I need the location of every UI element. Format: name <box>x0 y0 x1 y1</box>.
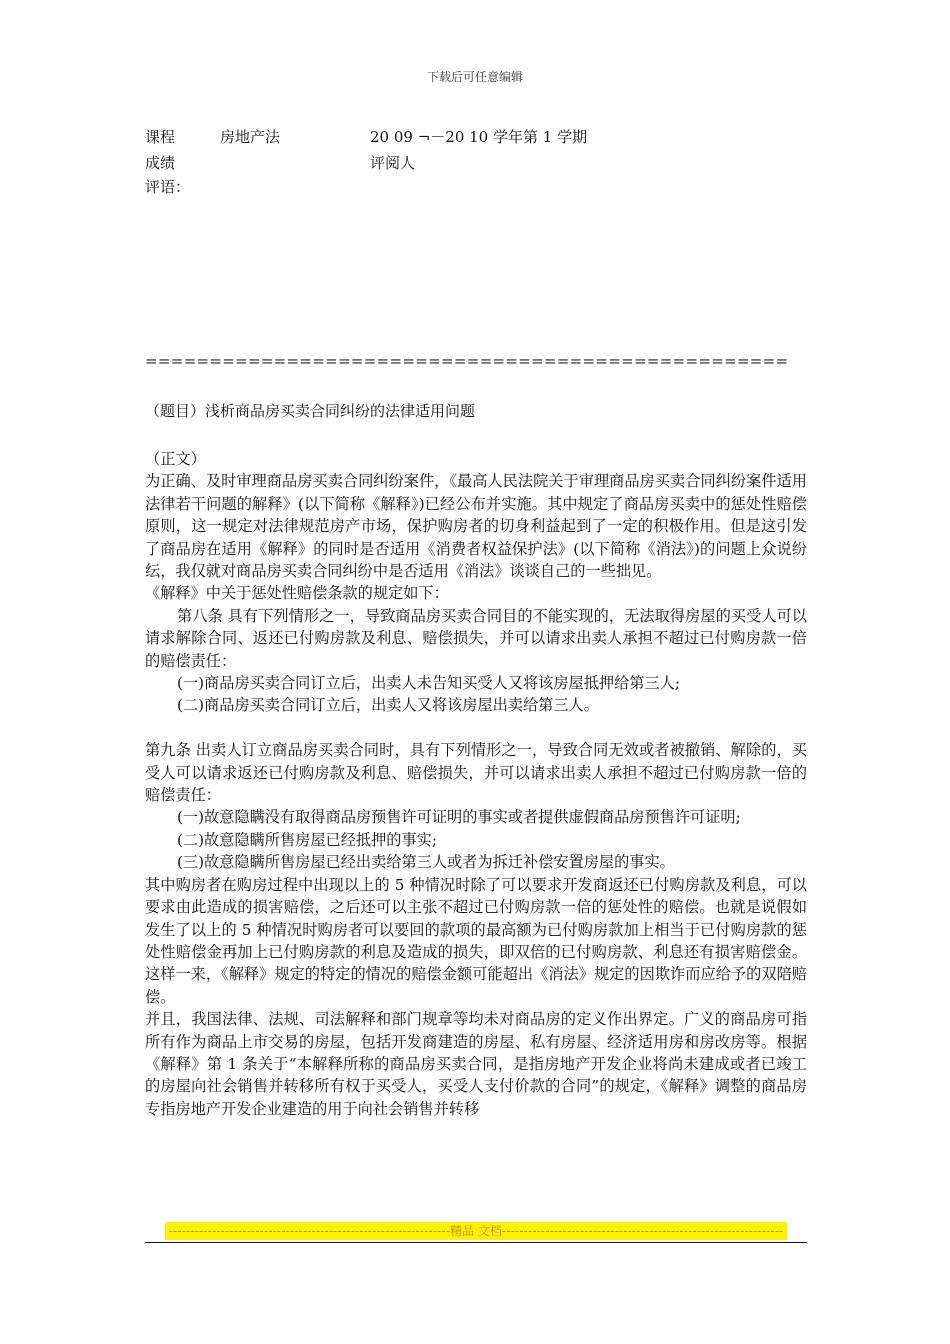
header-note: 下载后可任意编辑 <box>426 70 523 84</box>
paragraph: 为正确、及时审理商品房买卖合同纠纷案件，《最高人民法院关于审理商品房买卖合同纠纷案件适用法律若干问题的解释》(以下简称《解释》)已经公布并实施。其中规定了商品房买卖中的惩处性赔偿原则，这一规定对法律规范房产市场，保护购房者的切身利益起到了一定的积极作用。但是这引发了商品房在适用《解释》的同时是否适用《消费者权益保护法》(以下简称《消法》)的问题上众说纷纭，我仅就对商品房买卖合同纠纷中是否适用《消法》谈谈自己的一些拙见。 <box>145 472 807 581</box>
body-label: （正文） <box>145 450 206 468</box>
article-item: (一)故意隐瞒没有取得商品房预售许可证明的事实或者提供虚假商品房预售许可证明; <box>177 808 741 827</box>
footer-rule <box>145 1242 807 1243</box>
article-item: (二)商品房买卖合同订立后，出卖人又将该房屋出卖给第三人。 <box>177 696 599 715</box>
footer-banner: -----------------------------------------------------------------精品 文档----------------------------------------------------------------- <box>165 1222 787 1240</box>
essay-title: （题目）浅析商品房买卖合同纠纷的法律适用问题 <box>145 402 476 420</box>
grade-label: 成绩 <box>145 154 176 172</box>
article-item: (二)故意隐瞒所售房屋已经抵押的事实; <box>177 830 437 849</box>
course-name: 房地产法 <box>220 128 281 146</box>
blank-line <box>145 717 807 739</box>
article-item: (三)故意隐瞒所售房屋已经出卖给第三人或者为拆迁补偿安置房屋的事实。 <box>177 853 675 872</box>
essay-body <box>145 448 807 1120</box>
divider-line: ================================================== <box>145 352 789 370</box>
article-9: 第九条 出卖人订立商品房买卖合同时，具有下列情形之一，导致合同无效或者被撤销、解除的，买受人可以请求返还已付购房款及利息、赔偿损失，并可以请求出卖人承担不超过已付购房款一倍的赔偿责任： <box>145 741 807 805</box>
article-item: (一)商品房买卖合同订立后，出卖人未告知买受人又将该房屋抵押给第三人; <box>177 674 680 693</box>
course-label: 课程 <box>145 128 176 146</box>
paragraph: 其中购房者在购房过程中出现以上的 5 种情况时除了可以要求开发商返还已付购房款及利息，可以要求由此造成的损害赔偿，之后还可以主张不超过已付购房款一倍的惩处性的赔偿。也就是说假如发生了以上的 5 种情况时购房者可以要回的款项的最高额为已付购房款加上相当于已付购房款的惩处性赔偿金再加上已付购房款的利息及造成的损失，即双倍的已付购房款、利息还有损害赔偿金。这样一来，《解释》规定的特定的情况的赔偿金额可能超出《消法》规定的因欺诈而应给予的双陪赔偿。 <box>145 875 807 1006</box>
comment-label: 评语： <box>145 178 191 196</box>
paragraph: 《解释》中关于惩处性赔偿条款的规定如下： <box>145 584 449 603</box>
article-8: 第八条 具有下列情形之一，导致商品房买卖合同目的不能实现的，无法取得房屋的买受人可以请求解除合同、返还已付购房款及利息、赔偿损失，并可以请求出卖人承担不超过已付购房款一倍的赔偿责任： <box>145 606 807 670</box>
reviewer-label: 评阅人 <box>370 154 416 172</box>
paragraph: 并且，我国法律、法规、司法解释和部门规章等均未对商品房的定义作出界定。广义的商品房可指所有作为商品上市交易的房屋，包括开发商建造的房屋、私有房屋、经济适用房和房改房等。根据《解释》第 1 条关于“本解释所称的商品房买卖合同，是指房地产开发企业将尚未建成或者已竣工的房屋向社会销售并转移所有权于买受人，买受人支付价款的合同”的规定，《解释》调整的商品房专指房地产开发企业建造的用于向社会销售并转移 <box>145 1010 807 1118</box>
term-text: 20 09 ¬－20 10 学年第 1 学期 <box>370 128 588 146</box>
